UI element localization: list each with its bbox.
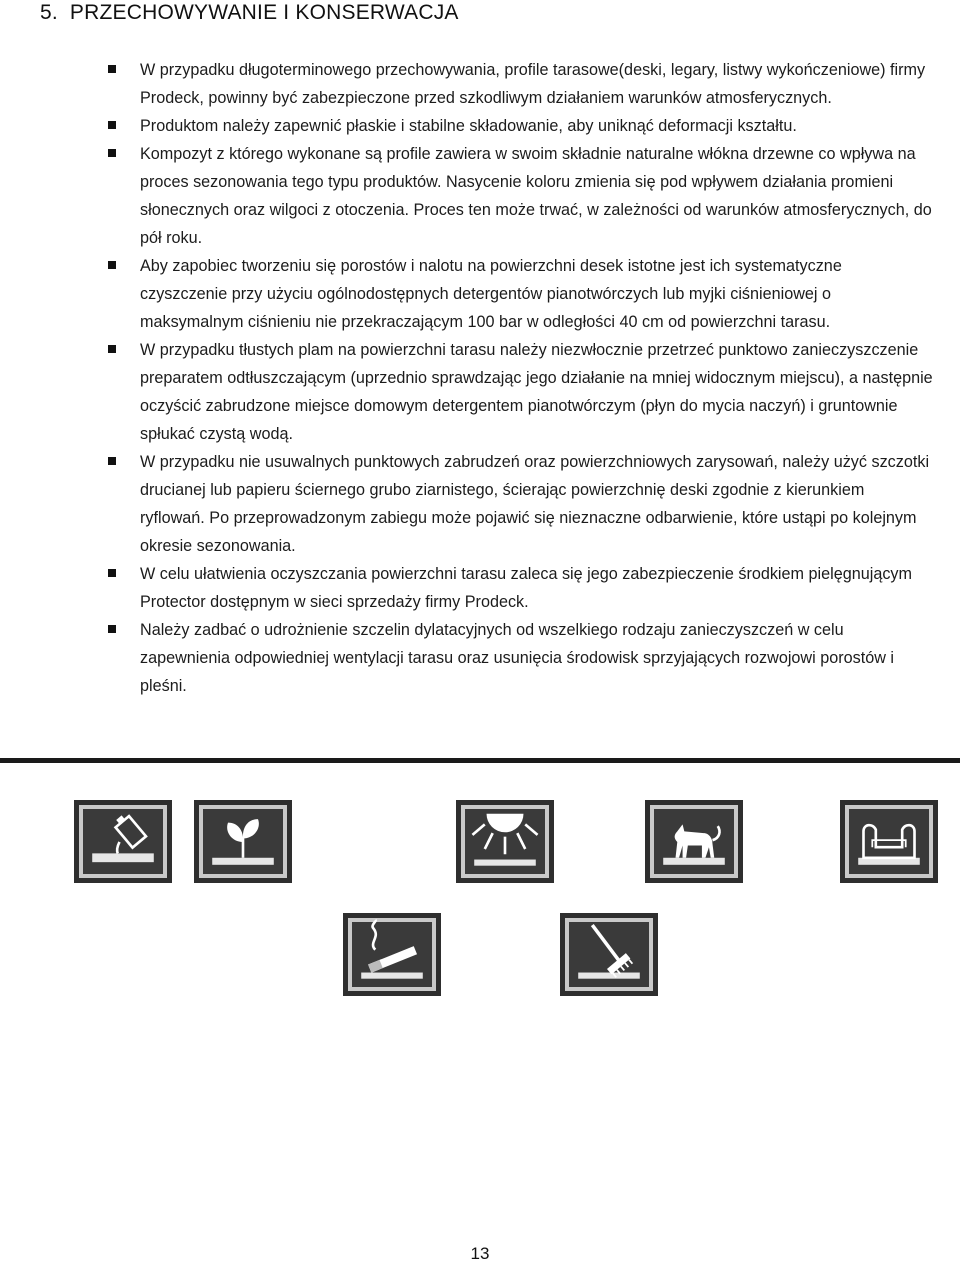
- cat-icon: [645, 800, 743, 883]
- square-bullet-icon: [108, 121, 116, 129]
- list-item-text: Należy zadbać o udrożnienie szczelin dylatacyjnych od wszelkiego rodzaju zanieczyszczeń w celu zapewnienia odpowiedniej wentylacji tarasu oraz usunięcia środowisk sprzyjających rozwojowi porostów i pleśni.: [140, 621, 894, 695]
- list-item-text: W celu ułatwienia oczyszczania powierzchni tarasu zaleca się jego zabezpieczenie środkiem pielęgnującym Protector dostępnym w sieci sprzedaży firmy Prodeck.: [140, 565, 912, 611]
- list-item: [108, 140, 933, 252]
- cigarette-icon: [343, 913, 441, 996]
- section-divider: [0, 758, 960, 763]
- sun-icon: [456, 800, 554, 883]
- page-number: 13: [470, 1244, 490, 1263]
- square-bullet-icon: [108, 569, 116, 577]
- list-item: [108, 252, 933, 336]
- list-item: [108, 56, 933, 112]
- square-bullet-icon: [108, 345, 116, 353]
- list-item-text: W przypadku nie usuwalnych punktowych zabrudzeń oraz powierzchniowych zarysowań, należy użyć szczotki drucianej lub papieru ściernego grubo ziarnistego, ścierając powierzchnię deski zgodnie z kierunkiem ryflowań. Po przeprowadzonym zabiegu może pojawić się nieznaczne odbarwienie, które ustąpi po kolejnym okresie sezonowania.: [140, 453, 930, 555]
- list-item-text: Produktom należy zapewnić płaskie i stabilne składowanie, aby uniknąć deformacji kształtu.: [140, 117, 797, 135]
- list-item-text: Kompozyt z którego wykonane są profile zawiera w swoim składnie naturalne włókna drzewne co wpływa na proces sezonowania tego typu produktów. Nasycenie koloru zmienia się pod wpływem działania promieni słonecznych oraz wilgoci z otoczenia. Proces ten może trwać, w zależności od warunków atmosferycznych, do pół roku.: [140, 145, 932, 247]
- section-number: 5.: [40, 1, 58, 24]
- pouring-liquid-icon: [74, 800, 172, 883]
- square-bullet-icon: [108, 261, 116, 269]
- list-item: [108, 448, 933, 560]
- list-item-text: W przypadku długoterminowego przechowywania, profile tarasowe(deski, legary, listwy wykończeniowe) firmy Prodeck, powinny być zabezpieczone przed szkodliwym działaniem warunków atmosferycznych.: [140, 61, 926, 107]
- list-item: [108, 616, 933, 700]
- section-heading: [40, 0, 459, 26]
- plant-leaves-icon: [194, 800, 292, 883]
- broom-icon: [560, 913, 658, 996]
- square-bullet-icon: [108, 149, 116, 157]
- furniture-icon: [840, 800, 938, 883]
- bullet-list: [108, 56, 933, 700]
- list-item: [108, 112, 933, 140]
- square-bullet-icon: [108, 625, 116, 633]
- icon-row-2: [0, 913, 960, 1003]
- list-item: [108, 336, 933, 448]
- list-item: [108, 560, 933, 616]
- square-bullet-icon: [108, 457, 116, 465]
- list-item-text: Aby zapobiec tworzeniu się porostów i nalotu na powierzchni desek istotne jest ich systematyczne czyszczenie przy użyciu ogólnodostępnych detergentów pianotwórczych lub myjki ciśnieniowej o maksymalnym ciśnieniu nie przekraczającym 100 bar w odległości 40 cm od powierzchni tarasu.: [140, 257, 842, 331]
- section-title: PRZECHOWYWANIE I KONSERWACJA: [69, 1, 459, 24]
- square-bullet-icon: [108, 65, 116, 73]
- icon-row-1: [0, 800, 960, 890]
- list-item-text: W przypadku tłustych plam na powierzchni tarasu należy niezwłocznie przetrzeć punktowo zanieczyszczenie preparatem odtłuszczającym (uprzednio sprawdzając jego działanie na mniej widocznym miejscu), a następnie oczyścić zabrudzone miejsce domowym detergentem pianotwórczym (płyn do mycia naczyń) i gruntownie spłukać czystą wodą.: [140, 341, 933, 443]
